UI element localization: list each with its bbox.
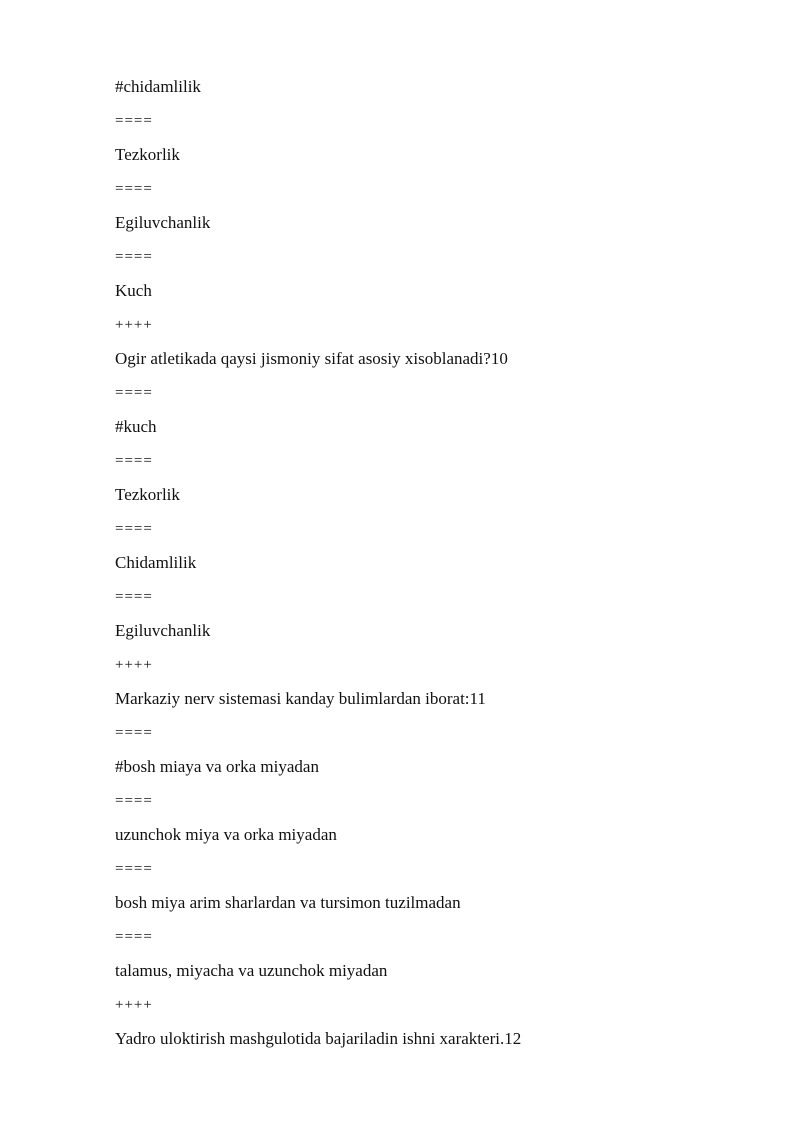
answer-option: Kuch (115, 281, 152, 300)
option-separator: ==== (115, 385, 153, 401)
option-separator: ==== (115, 249, 153, 265)
option-separator: ==== (115, 725, 153, 741)
option-separator: ==== (115, 181, 153, 197)
answer-option: Egiluvchanlik (115, 213, 211, 232)
answer-option: uzunchok miya va orka miyadan (115, 825, 337, 844)
answer-option: Egiluvchanlik (115, 621, 211, 640)
option-separator: ==== (115, 861, 153, 877)
option-separator: ==== (115, 113, 153, 129)
question-text: Ogir atletikada qaysi jismoniy sifat asosiy xisoblanadi?10 (115, 349, 508, 368)
question-text: Yadro uloktirish mashgulotida bajariladin ishni xarakteri.12 (115, 1029, 522, 1048)
option-separator: ==== (115, 453, 153, 469)
question-separator: ++++ (115, 317, 153, 333)
option-separator: ==== (115, 521, 153, 537)
question-separator: ++++ (115, 657, 153, 673)
option-separator: ==== (115, 793, 153, 809)
option-separator: ==== (115, 589, 153, 605)
answer-option: Tezkorlik (115, 485, 180, 504)
answer-option: talamus, miyacha va uzunchok miyadan (115, 961, 388, 980)
question-text: Markaziy nerv sistemasi kanday bulimlardan iborat:11 (115, 689, 486, 708)
answer-option: Tezkorlik (115, 145, 180, 164)
option-separator: ==== (115, 929, 153, 945)
question-separator: ++++ (115, 997, 153, 1013)
answer-option: #bosh miaya va orka miyadan (115, 757, 319, 776)
answer-option: #chidamlilik (115, 77, 201, 96)
answer-option: bosh miya arim sharlardan va tursimon tuzilmadan (115, 893, 461, 912)
document-text-lines (115, 76, 521, 1062)
answer-option: #kuch (115, 417, 157, 436)
answer-option: Chidamlilik (115, 553, 197, 572)
